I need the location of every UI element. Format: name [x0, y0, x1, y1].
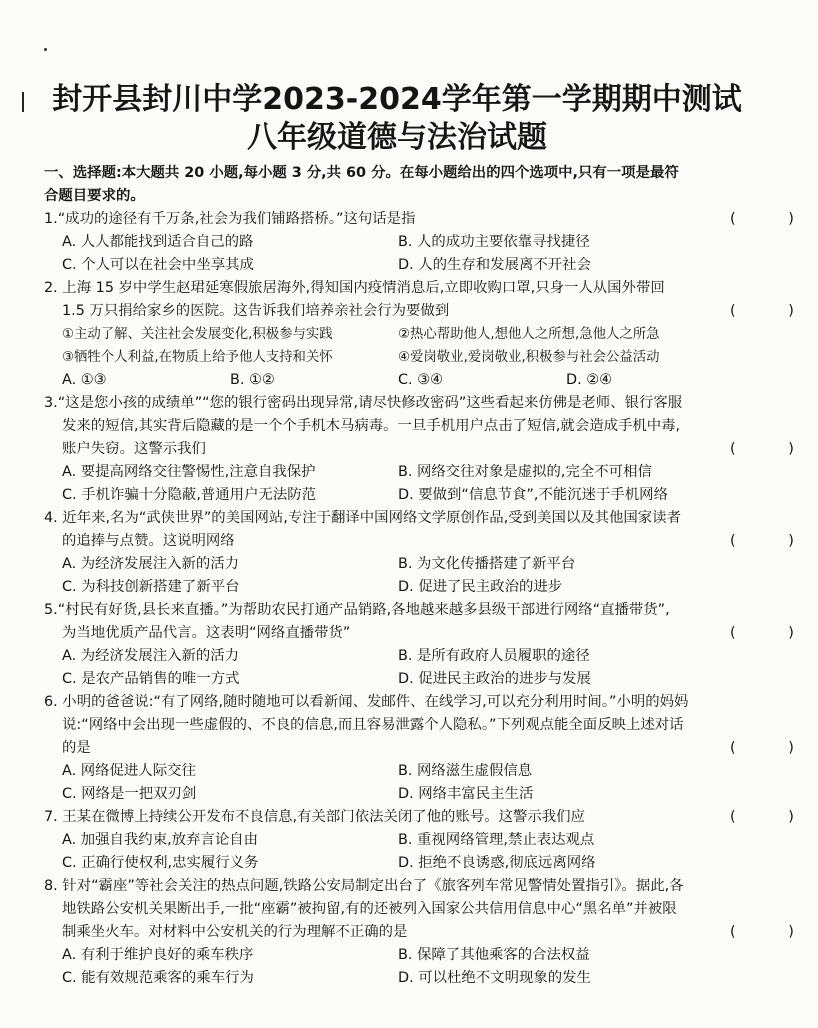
option-a: A. 为经济发展注入新的活力 [62, 556, 240, 572]
question-stem-cont: 为当地优质产品代言。这表明“网络直播带货” [62, 625, 351, 641]
option-d: D. 拒绝不良诱惑,彻底远离网络 [398, 855, 596, 871]
option-a: A. 网络促进人际交往 [62, 763, 196, 779]
option-c: C. 网络是一把双刃剑 [62, 786, 197, 802]
option-d: D. 可以杜绝不文明现象的发生 [398, 970, 591, 986]
answer-blank: ( ) [730, 441, 818, 457]
statement-4: ④爱岗敬业,爱岗敬业,积极参与社会公益活动 [398, 350, 660, 365]
option-b: B. 网络滋生虚假信息 [398, 763, 533, 779]
option-b: B. 重视网络管理,禁止表达观点 [398, 832, 595, 848]
exam-title: 封开县封川中学2023-2024学年第一学期期中测试 [52, 82, 742, 117]
option-b: B. 人的成功主要依靠寻找捷径 [398, 234, 590, 250]
question-stem-cont: 制乘坐火车。对材料中公安机关的行为理解不正确的是 [62, 924, 408, 940]
question-stem: 4. 近年来,名为“武侠世界”的美国网站,专注于翻译中国网络文学原创作品,受到美国以及其他国家读者 [44, 510, 681, 526]
question-stem: 1.“成功的途径有千万条,社会为我们铺路搭桥。”这句话是指 [44, 211, 416, 227]
question-5 [44, 599, 818, 691]
option-c: C. 手机诈骗十分隐蔽,普通用户无法防范 [62, 487, 317, 503]
question-stem-cont: 1.5 万只捐给家乡的医院。这告诉我们培养亲社会行为要做到 [62, 303, 450, 319]
question-stem: 3.“这是您小孩的成绩单”“您的银行密码出现异常,请尽快修改密码”这些看起来仿佛是老师、银行客服 [44, 395, 683, 411]
question-stem-cont: 账户失窃。这警示我们 [62, 441, 206, 457]
option-d: D. ②④ [566, 372, 613, 388]
option-b: B. 网络交往对象是虚拟的,完全不可相信 [398, 464, 652, 480]
option-c: C. 是农产品销售的唯一方式 [62, 671, 240, 687]
option-b: B. 是所有政府人员履职的途径 [398, 648, 590, 664]
section-heading: 一、选择题:本大题共 20 小题,每小题 3 分,共 60 分。在每小题给出的四个选项中,只有一项是最符 [44, 165, 679, 181]
question-stem: 5.“村民有好货,县长来直播。”为帮助农民打通产品销路,各地越来越多县级干部进行网络“直播带货”, [44, 602, 670, 618]
option-d: D. 促进民主政治的进步与发展 [398, 671, 591, 687]
question-stem: 7. 王某在微博上持续公开发布不良信息,有关部门依法关闭了他的账号。这警示我们应 [44, 809, 585, 825]
option-a: A. 加强自我约束,放弃言论自由 [62, 832, 259, 848]
answer-blank: ( ) [730, 533, 818, 549]
exam-content [44, 162, 818, 990]
option-d: D. 促进了民主政治的进步 [398, 579, 563, 595]
answer-blank: ( ) [730, 740, 818, 756]
answer-blank: ( ) [730, 924, 818, 940]
option-a: A. 为经济发展注入新的活力 [62, 648, 240, 664]
question-stem-cont: 的是 [62, 740, 91, 756]
section-heading-cont: 合题目要求的。 [44, 188, 145, 204]
option-c: C. 正确行使权利,忠实履行义务 [62, 855, 259, 871]
option-a: A. ①③ [62, 372, 107, 388]
question-stem-cont: 发来的短信,其实背后隐藏的是一个个手机木马病毒。一旦手机用户点击了短信,就会造成手机中毒, [62, 418, 681, 434]
statement-2: ②热心帮助他人,想他人之所想,急他人之所急 [398, 327, 660, 342]
option-d: D. 要做到“信息节食”,不能沉迷于手机网络 [398, 487, 668, 503]
option-b: B. 保障了其他乘客的合法权益 [398, 947, 590, 963]
question-2 [44, 277, 818, 392]
question-8 [44, 875, 818, 990]
question-stem: 6. 小明的爸爸说:“有了网络,随时随地可以看新闻、发邮件、在线学习,可以充分利用时间。”小明的妈妈 [44, 694, 689, 710]
statement-3: ③牺牲个人利益,在物质上给予他人支持和关怀 [62, 350, 333, 365]
question-stem-cont: 的追捧与点赞。这说明网络 [62, 533, 235, 549]
question-4 [44, 507, 818, 599]
question-stem: 2. 上海 15 岁中学生赵珺延寒假旅居海外,得知国内疫情消息后,立即收购口罩,只身一人从国外带回 [44, 280, 665, 296]
option-d: D. 人的生存和发展离不开社会 [398, 257, 591, 273]
option-c: C. 个人可以在社会中坐享其成 [62, 257, 254, 273]
option-a: A. 要提高网络交往警惕性,注意自我保护 [62, 464, 316, 480]
question-1 [44, 208, 818, 277]
question-7 [44, 806, 818, 875]
option-c: C. 能有效规范乘客的乘车行为 [62, 970, 254, 986]
exam-subtitle: 八年级道德与法治试题 [247, 120, 547, 155]
option-a: A. 有利于维护良好的乘车秩序 [62, 947, 254, 963]
statement-1: ①主动了解、关注社会发展变化,积极参与实践 [62, 327, 333, 342]
option-b: B. ①② [230, 372, 275, 388]
scan-speck [44, 48, 47, 51]
answer-blank: ( ) [730, 211, 818, 227]
answer-blank: ( ) [730, 625, 818, 641]
option-b: B. 为文化传播搭建了新平台 [398, 556, 576, 572]
answer-blank: ( ) [730, 809, 818, 825]
option-d: D. 网络丰富民主生活 [398, 786, 534, 802]
option-c: C. ③④ [398, 372, 443, 388]
question-6 [44, 691, 818, 806]
question-3 [44, 392, 818, 507]
option-c: C. 为科技创新搭建了新平台 [62, 579, 240, 595]
question-stem: 8. 针对“霸座”等社会关注的热点问题,铁路公安局制定出台了《旅客列车常见警情处置指引》。据此,各 [44, 878, 684, 894]
answer-blank: ( ) [730, 303, 818, 319]
option-a: A. 人人都能找到适合自己的路 [62, 234, 254, 250]
question-stem-cont: 地铁路公安机关果断出手,一批“座霸”被拘留,有的还被列入国家公共信用信息中心“黑名单”并被限 [62, 901, 677, 917]
question-stem-cont: 说:“网络中会出现一些虚假的、不良的信息,而且容易泄露个人隐私。”下列观点能全面反映上述对话 [62, 717, 684, 733]
